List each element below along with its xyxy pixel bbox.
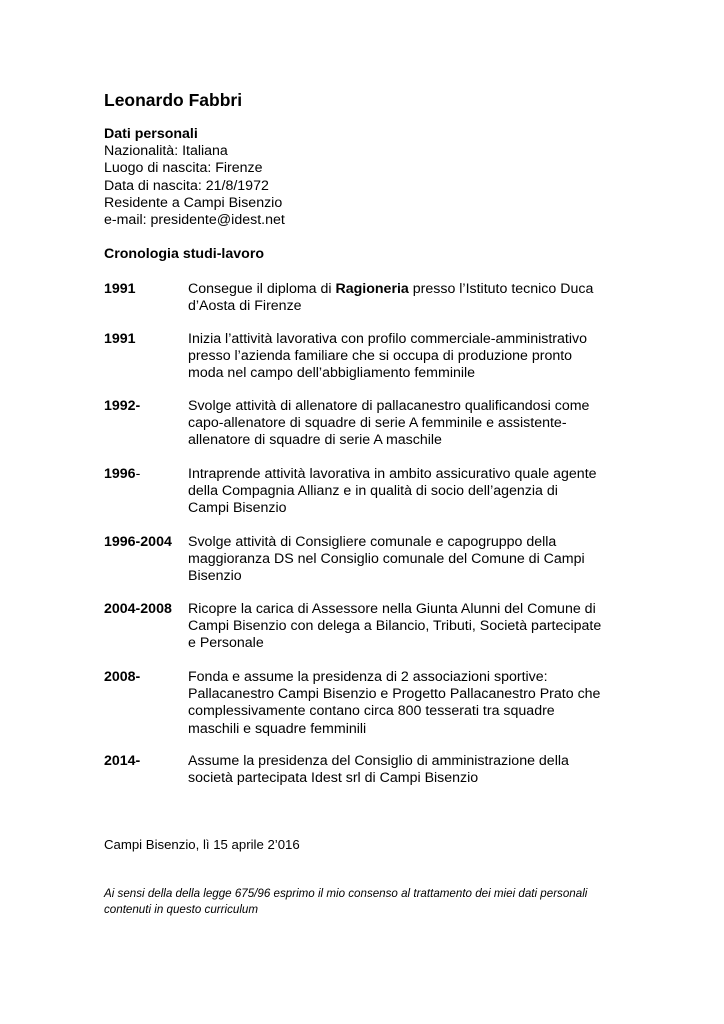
personal-data-section <box>104 126 285 229</box>
description-line: Intraprende attività lavorativa in ambito assicurativo quale agente <box>188 466 597 482</box>
entry-year <box>104 601 186 618</box>
description-line: della Compagnia Allianz e in qualità di socio dell’agenzia di <box>188 483 558 500</box>
description-line: e Personale <box>188 635 264 652</box>
entry-year-value: 1991 <box>104 281 136 297</box>
description-line: moda nel campo dell’abbigliamento femminile <box>188 365 476 382</box>
description-line: maggioranza DS nel Consiglio comunale del Comune di Campi <box>188 551 585 568</box>
description-line: Consegue il diploma di Ragioneria presso l’Istituto tecnico Duca <box>188 281 594 297</box>
entry-year-value: 2014- <box>104 753 141 769</box>
description-line: Svolge attività di Consigliere comunale e capogruppo della <box>188 534 557 550</box>
email-line: e-mail: presidente@idest.net <box>104 212 285 229</box>
entry-year <box>104 534 186 551</box>
description-line: capo-allenatore di squadre di serie A femminile e assistente- <box>188 415 567 432</box>
consent-line: Ai sensi della della legge 675/96 esprimo il mio consenso al trattamento dei miei dati personali <box>104 887 588 900</box>
description-line: complessivamente contano circa 800 tesserati tra squadre <box>188 703 555 720</box>
description-line: Campi Bisenzio <box>188 500 287 517</box>
nationality-line: Nazionalità: Italiana <box>104 143 228 160</box>
person-name: Leonardo Fabbri <box>104 90 243 110</box>
entry-year <box>104 466 186 483</box>
description-line: d’Aosta di Firenze <box>188 298 302 315</box>
description-line: Inizia l’attività lavorativa con profilo commerciale-amministrativo <box>188 331 587 347</box>
entry-year-value: 2008- <box>104 669 141 685</box>
entry-year <box>104 281 186 298</box>
entry-description <box>188 398 624 450</box>
entry-year-value: 1996-2004 <box>104 534 172 550</box>
emphasized-text: Ragioneria <box>335 281 409 297</box>
description-line: Fonda e assume la presidenza di 2 associazioni sportive: <box>188 669 548 685</box>
description-line: presso l’azienda familiare che si occupa di produzione pronto <box>188 348 573 365</box>
description-line: Campi Bisenzio con delega a Bilancio, Tributi, Società partecipate <box>188 618 602 635</box>
description-line: Assume la presidenza del Consiglio di amministrazione della <box>188 753 569 769</box>
birthdate-line: Data di nascita: 21/8/1972 <box>104 177 269 194</box>
description-line: Bisenzio <box>188 568 242 585</box>
entry-description <box>188 534 624 586</box>
residence-line: Residente a Campi Bisenzio <box>104 194 283 211</box>
description-line: allenatore di squadre di serie A maschile <box>188 432 442 449</box>
entry-year <box>104 753 186 770</box>
entry-description <box>188 331 624 383</box>
birthplace-line: Luogo di nascita: Firenze <box>104 160 263 177</box>
entry-description <box>188 466 624 518</box>
entry-year-suffix: - <box>135 466 141 482</box>
description-line: maschili e squadre femminili <box>188 720 367 737</box>
description-line: Ricopre la carica di Assessore nella Giunta Alunni del Comune di <box>188 601 596 617</box>
chronology-heading: Cronologia studi-lavoro <box>104 246 265 262</box>
description-line: Pallacanestro Campi Bisenzio e Progetto Pallacanestro Prato che <box>188 686 601 703</box>
entry-year-value: 1991 <box>104 331 136 347</box>
entry-description <box>188 753 624 787</box>
entry-year <box>104 398 186 415</box>
personal-data-heading: Dati personali <box>104 126 198 142</box>
entry-year <box>104 669 186 686</box>
place-and-date: Campi Bisenzio, lì 15 aprile 2’016 <box>104 837 300 852</box>
entry-year-value: 1992- <box>104 398 141 414</box>
consent-line: contenuti in questo curriculum <box>104 902 259 916</box>
description-line: società partecipata Idest srl di Campi Bisenzio <box>188 770 479 787</box>
entry-description <box>188 669 624 738</box>
entry-year <box>104 331 186 348</box>
entry-year-value: 1996 <box>104 466 136 482</box>
privacy-consent-note <box>104 886 587 917</box>
entry-description <box>188 281 624 315</box>
entry-year-value: 2004-2008 <box>104 601 172 617</box>
entry-description <box>188 601 624 653</box>
description-line: Svolge attività di allenatore di pallacanestro qualificandosi come <box>188 398 590 414</box>
